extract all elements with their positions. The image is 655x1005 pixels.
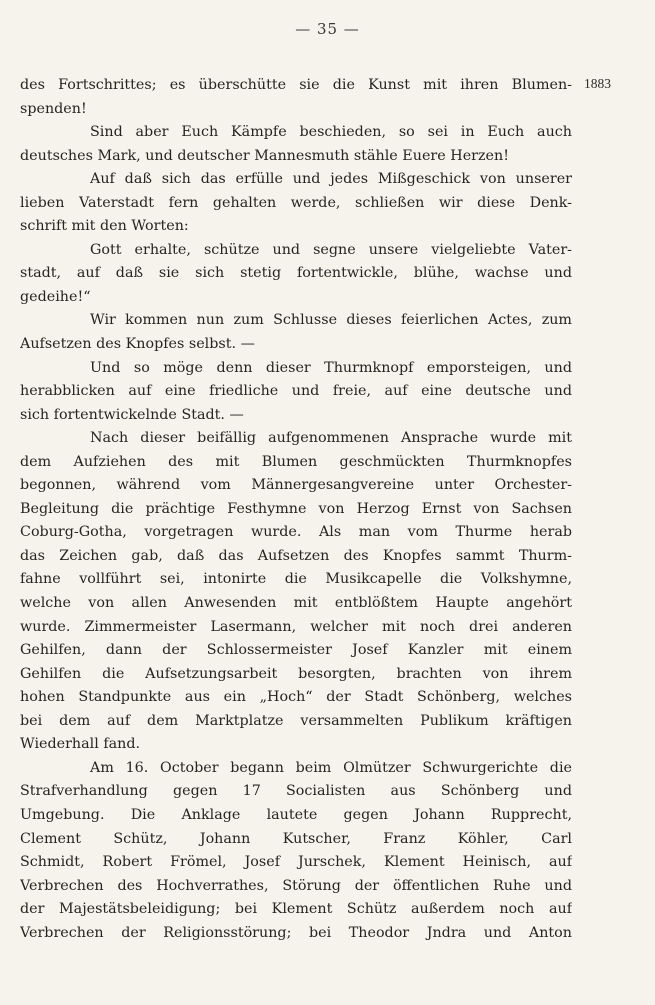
text-line: der Majestätsbeleidigung; bei Klement Schütz außerdem noch auf [20,901,572,918]
text-line: Sind aber Euch Kämpfe beschieden, so sei in Euch auch [90,124,572,141]
text-line: Und so möge denn dieser Thurmknopf emporsteigen, und [90,359,572,376]
text-line: wurde. Zimmermeister Lasermann, welcher mit noch drei anderen [20,618,572,635]
text-line: schrift mit den Worten: [20,218,189,235]
text-line: Schmidt, Robert Frömel, Josef Jurschek, Klement Heinisch, auf [20,854,572,871]
text-line: Am 16. October begann beim Olmützer Schwurgerichte die [90,759,572,776]
text-line: des Fortschrittes; es überschütte sie die Kunst mit ihren Blumen- [20,77,572,93]
text-line: deutsches Mark, und deutscher Mannesmuth stähle Euere Herzen! [20,147,509,164]
text-line: Nach dieser beifällig aufgenommenen Ansprache wurde mit [90,430,572,447]
text-line: fahne vollführt sei, intonirte die Musikcapelle die Volkshymne, [20,571,572,588]
text-line: bei dem auf dem Marktplatze versammelten Publikum kräftigen [20,712,572,729]
text-line: sich fortentwickelnde Stadt. — [20,406,244,423]
text-line: Gehilfen die Aufsetzungsarbeit besorgten, brachten von ihrem [20,665,572,682]
text-line: gedeihe!“ [20,288,91,305]
text-line: stadt, auf daß sie sich stetig fortentwickle, blühe, wachse und [20,265,572,282]
text-line: hohen Standpunkte aus ein „Hoch“ der Stadt Schönberg, welches [20,689,572,706]
page-number: — 35 — [295,20,360,38]
text-line: Umgebung. Die Anklage lautete gegen Johann Rupprecht, [20,806,572,823]
text-line: begonnen, während vom Männergesangvereine unter Orchester- [20,477,572,494]
text-line: das Zeichen gab, daß das Aufsetzen des Knopfes sammt Thurm- [20,547,572,564]
body-text [20,74,572,945]
text-line: Coburg-Gotha, vorgetragen wurde. Als man vom Thurme herab [20,524,572,541]
text-line: Gehilfen, dann der Schlossermeister Josef Kanzler mit einem [20,642,572,659]
text-line: Verbrechen des Hochverrathes, Störung der öffentlichen Ruhe und [20,877,572,894]
text-line: herabblicken auf eine friedliche und freie, auf eine deutsche und [20,383,572,400]
text-line: spenden! [20,100,87,117]
text-line: welche von allen Anwesenden mit entblößtem Haupte angehört [20,595,572,612]
text-line: Wiederhall fand. [20,736,141,753]
text-line: Wir kommen nun zum Schlusse dieses feierlichen Actes, zum [90,312,572,329]
text-line: Auf daß sich das erfülle und jedes Mißgeschick von unserer [90,171,572,188]
text-line: Gott erhalte, schütze und segne unsere vielgeliebte Vater- [90,241,572,258]
text-line: dem Aufziehen des mit Blumen geschmückten Thurmknopfes [20,453,572,470]
text-line: Aufsetzen des Knopfes selbst. — [20,336,255,353]
text-line: lieben Vaterstadt fern gehalten werde, schließen wir diese Denk- [20,194,572,211]
margin-year-note: 1883 [584,76,611,91]
text-line: Strafverhandlung gegen 17 Socialisten aus Schönberg und [20,783,572,800]
text-line: Verbrechen der Religionsstörung; bei Theodor Jndra und Anton [20,924,572,941]
text-line: Clement Schütz, Johann Kutscher, Franz Köhler, Carl [20,830,572,847]
text-line: Begleitung die prächtige Festhymne von Herzog Ernst von Sachsen [20,500,572,517]
